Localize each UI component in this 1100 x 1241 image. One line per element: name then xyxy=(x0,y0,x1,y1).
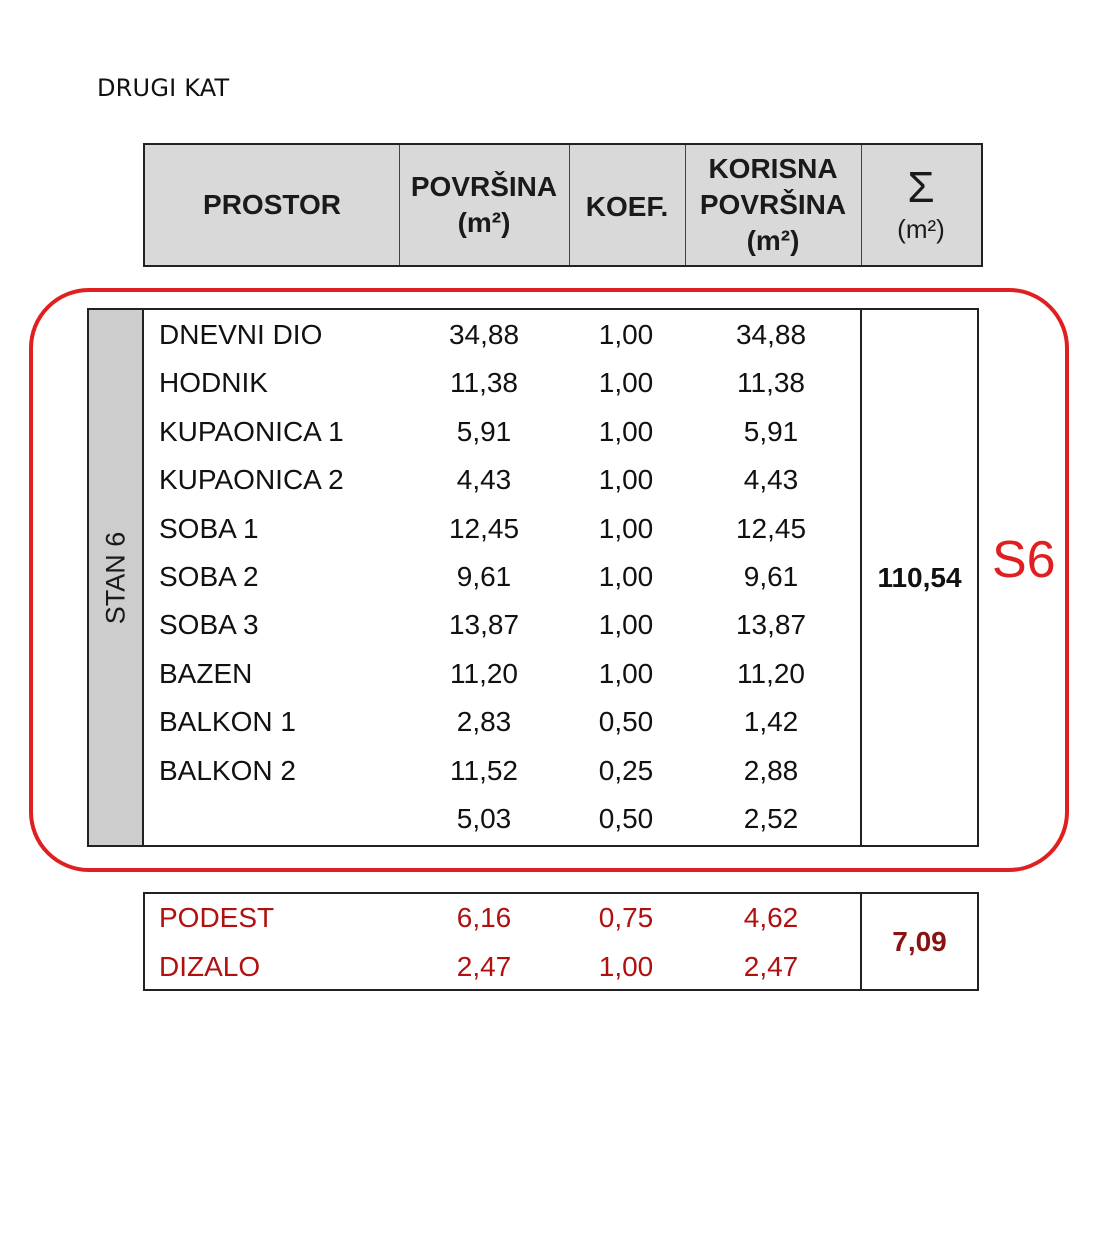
header-koef-label: KOEF. xyxy=(585,191,669,222)
row-korisna: 11,20 xyxy=(737,657,805,689)
row-povrsina: 11,52 xyxy=(450,754,518,786)
row-korisna: 4,62 xyxy=(743,902,799,933)
row-name: BAZEN xyxy=(159,657,253,689)
row-koef: 1,00 xyxy=(598,951,654,982)
row-korisna: 5,91 xyxy=(743,415,799,447)
table-row xyxy=(143,799,860,839)
header-prostor-label: PROSTOR xyxy=(203,189,341,220)
table-header xyxy=(143,143,983,267)
row-povrsina: 2,83 xyxy=(456,706,512,738)
common-total-cell xyxy=(860,892,979,991)
row-korisna: 13,87 xyxy=(735,609,807,641)
row-name-cell xyxy=(159,654,252,694)
row-korisna: 12,45 xyxy=(735,512,807,544)
header-korisna-label-2: POVRŠINA xyxy=(699,189,847,220)
row-name: BALKON 2 xyxy=(159,754,296,786)
row-korisna: 34,88 xyxy=(735,319,807,350)
row-name-cell xyxy=(159,898,274,938)
table-row xyxy=(143,605,860,645)
table-row xyxy=(143,509,860,549)
row-povrsina: 4,43 xyxy=(456,464,512,496)
row-koef: 1,00 xyxy=(598,464,654,496)
row-koef: 1,00 xyxy=(598,657,654,689)
apartment-total: 110,54 xyxy=(877,561,962,593)
row-povrsina: 9,61 xyxy=(456,561,512,592)
table-row xyxy=(143,751,860,791)
row-name: DIZALO xyxy=(159,951,261,982)
table-row xyxy=(143,702,860,742)
header-sigma-unit: (m²) xyxy=(897,214,945,244)
row-koef: 1,00 xyxy=(598,512,654,544)
row-name: SOBA 3 xyxy=(159,609,259,641)
row-korisna: 2,88 xyxy=(743,754,799,786)
row-korisna: 4,43 xyxy=(743,464,799,496)
header-sigma xyxy=(861,145,981,265)
row-name: HODNIK xyxy=(159,367,268,399)
row-povrsina: 11,38 xyxy=(450,367,518,399)
row-name: DNEVNI DIO xyxy=(159,319,323,350)
table-row xyxy=(143,315,860,355)
row-koef: 0,25 xyxy=(598,754,654,786)
table-row xyxy=(143,557,860,597)
common-total: 7,09 xyxy=(892,925,947,957)
row-povrsina: 13,87 xyxy=(448,609,520,641)
row-povrsina: 5,03 xyxy=(456,803,512,834)
header-povrsina-unit: (m²) xyxy=(457,207,511,238)
header-korisna xyxy=(685,145,861,265)
row-name-cell xyxy=(159,315,322,355)
row-povrsina: 6,16 xyxy=(456,902,512,933)
row-name-cell xyxy=(159,947,260,987)
row-name: BALKON 1 xyxy=(159,706,296,738)
table-row xyxy=(143,654,860,694)
apartment-label: STAN 6 xyxy=(100,531,130,624)
row-povrsina: 11,20 xyxy=(450,657,518,689)
table-row xyxy=(145,898,860,938)
row-koef: 1,00 xyxy=(598,319,654,350)
row-name: KUPAONICA 2 xyxy=(159,464,344,496)
table-row xyxy=(145,947,860,987)
apartment-tag: S6 xyxy=(992,531,1056,589)
row-korisna: 9,61 xyxy=(743,561,799,592)
row-korisna: 11,38 xyxy=(737,367,805,399)
row-koef: 0,50 xyxy=(598,706,654,738)
row-povrsina: 34,88 xyxy=(448,319,520,350)
apartment-label-cell xyxy=(87,308,144,847)
header-povrsina-label: POVRŠINA xyxy=(410,171,558,202)
table-row xyxy=(143,412,860,452)
header-korisna-unit: (m²) xyxy=(746,225,800,256)
row-name-cell xyxy=(159,509,259,549)
table-row xyxy=(143,460,860,500)
table-row xyxy=(143,363,860,403)
header-povrsina xyxy=(399,145,569,265)
apartment-total-cell xyxy=(860,308,979,847)
row-name: SOBA 2 xyxy=(159,561,259,592)
row-povrsina: 2,47 xyxy=(456,951,512,982)
floor-title: DRUGI KAT xyxy=(97,74,230,102)
row-koef: 1,00 xyxy=(598,609,654,641)
row-koef: 1,00 xyxy=(598,415,654,447)
row-name-cell xyxy=(159,460,344,500)
row-koef: 0,75 xyxy=(598,902,654,933)
row-name: PODEST xyxy=(159,902,275,933)
row-name-cell xyxy=(159,605,259,645)
sigma-icon: Σ xyxy=(907,163,935,212)
apartment-rows xyxy=(143,308,861,847)
row-name-cell xyxy=(159,557,259,597)
row-name: KUPAONICA 1 xyxy=(159,415,344,447)
row-name: SOBA 1 xyxy=(159,512,259,544)
common-area-rows xyxy=(143,892,861,991)
row-koef: 0,50 xyxy=(598,803,654,834)
row-korisna: 2,52 xyxy=(743,803,799,834)
row-povrsina: 12,45 xyxy=(448,512,520,544)
row-koef: 1,00 xyxy=(598,561,654,592)
row-name-cell xyxy=(159,751,296,791)
header-koef xyxy=(569,145,685,265)
row-name-cell xyxy=(159,412,344,452)
row-povrsina: 5,91 xyxy=(456,415,512,447)
row-koef: 1,00 xyxy=(598,367,654,399)
row-korisna: 1,42 xyxy=(743,706,799,738)
header-prostor xyxy=(145,145,399,265)
row-name-cell xyxy=(159,702,296,742)
row-korisna: 2,47 xyxy=(743,951,799,982)
row-name-cell xyxy=(159,363,268,403)
header-korisna-label-1: KORISNA xyxy=(708,153,838,184)
